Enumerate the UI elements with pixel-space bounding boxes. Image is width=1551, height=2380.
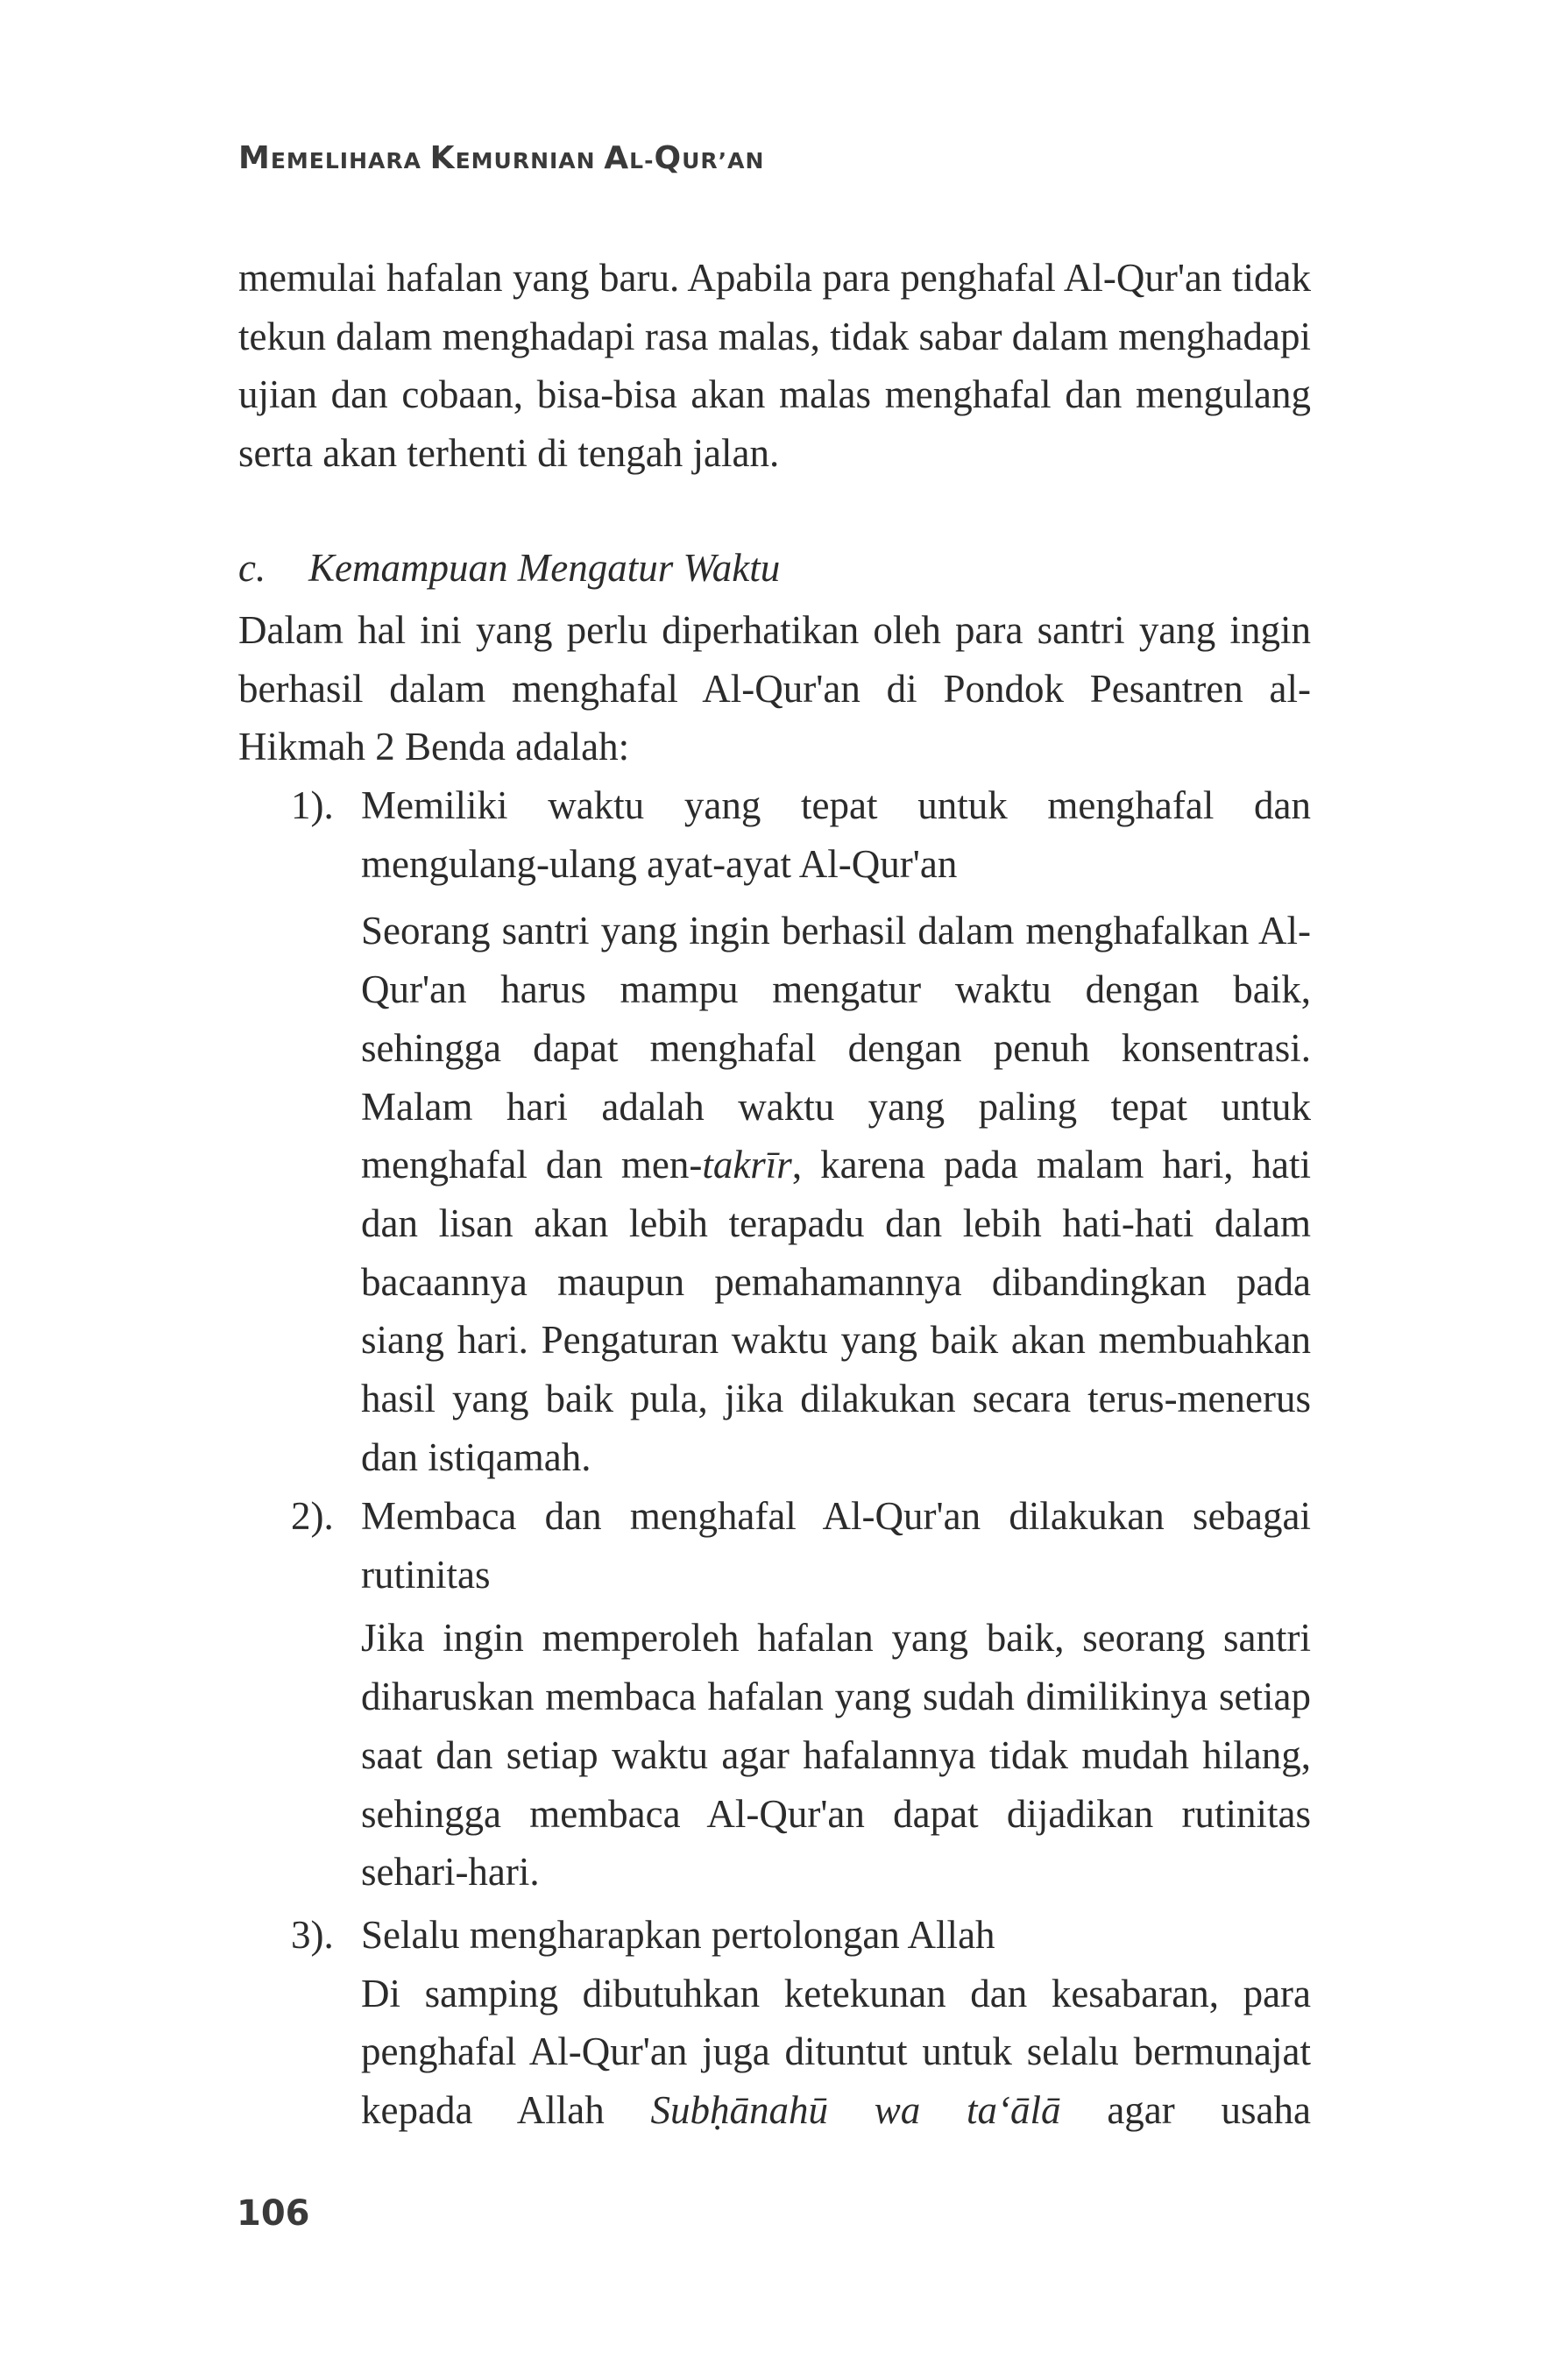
list-item-title: [238, 776, 1311, 893]
running-head-text: EMELIHARA: [270, 148, 430, 174]
list-item-number: 3).: [291, 1913, 334, 1957]
section-heading: [238, 539, 780, 597]
running-head-initial: M: [238, 140, 271, 176]
list-item-body: [238, 902, 1311, 1486]
lead-paragraph: Dalam hal ini yang perlu diperhatikan oleh para santri yang ingin berhasil dalam menghafal Al-Qur'an di Pondok Pesantren al-Hikmah 2 Benda adalah:: [238, 608, 1311, 769]
list-item-body-text: agar usaha: [1060, 2088, 1311, 2133]
list-item-body-text: , karena pada malam hari, hati dan lisan akan lebih terapadu dan lebih hati-hati dalam bacaannya maupun pemahamannya dibandingkan pada siang hari. Pengaturan waktu yang baik akan membuahkan hasil yang baik pula, jika dilakukan secara terus-menerus dan istiqamah.: [361, 1143, 1311, 1479]
list-item-title: [238, 1487, 1311, 1604]
running-head-initial: Q: [654, 140, 683, 176]
list-item-title-text: Memiliki waktu yang tepat untuk menghafal dan mengulang-ulang ayat-ayat Al-Qur'an: [361, 783, 1311, 886]
list-item: [238, 776, 1311, 1486]
list-item-number: 1).: [291, 783, 334, 827]
list-item-title-text: Membaca dan menghafal Al-Qur'an dilakukan sebagai rutinitas: [361, 1494, 1311, 1597]
list-item-body-text: Di samping dibutuhkan ketekunan dan kesabaran, para penghafal Al-Qur'an juga dituntut untuk selalu bermunajat kepada Allah: [361, 1971, 1311, 2133]
running-head-initial: A: [604, 140, 630, 176]
list-item-number: 2).: [291, 1494, 334, 1538]
section-title: Kemampuan Mengatur Waktu: [308, 546, 781, 590]
list-item-body: Jika ingin memperoleh hafalan yang baik, seorang santri diharuskan membaca hafalan yang sudah dimilikinya setiap saat dan setiap waktu agar hafalannya tidak mudah hilang, sehingga membaca Al-Qur'an dapat dijadikan rutinitas sehari-hari.: [361, 1616, 1311, 1895]
list-item-title-text: Selalu mengharapkan pertolongan Allah: [361, 1913, 995, 1957]
running-head-text: UR’AN: [682, 148, 765, 174]
transliterated-term: takrīr: [702, 1143, 792, 1187]
list-item-title: [238, 1906, 1311, 1965]
page-number: 106: [237, 2193, 310, 2234]
list-item-body: [238, 1965, 1311, 2140]
transliterated-term: Subḥānahū wa ta‘ālā: [650, 2088, 1061, 2133]
running-head-text: L-: [629, 148, 655, 174]
running-head-text: EMURNIAN: [455, 148, 605, 174]
list-item: [238, 1487, 1311, 1902]
running-head-initial: K: [429, 140, 456, 176]
section-marker: c.: [238, 546, 266, 590]
list-item-body-text: Seorang santri yang ingin berhasil dalam menghafalkan Al-Qur'an harus mampu mengatur waktu dengan baik, sehingga dapat menghafal dengan penuh konsentrasi. Malam hari adalah waktu yang paling tepat untuk menghafal dan men-: [361, 909, 1311, 1187]
intro-paragraph: memulai hafalan yang baru. Apabila para penghafal Al-Qur'an tidak tekun dalam menghadapi rasa malas, tidak sabar dalam menghadapi ujian dan cobaan, bisa-bisa akan malas menghafal dan mengulang serta akan terhenti di tengah jalan.: [238, 256, 1311, 476]
list-item: [238, 1906, 1311, 2140]
running-head: [238, 140, 764, 176]
